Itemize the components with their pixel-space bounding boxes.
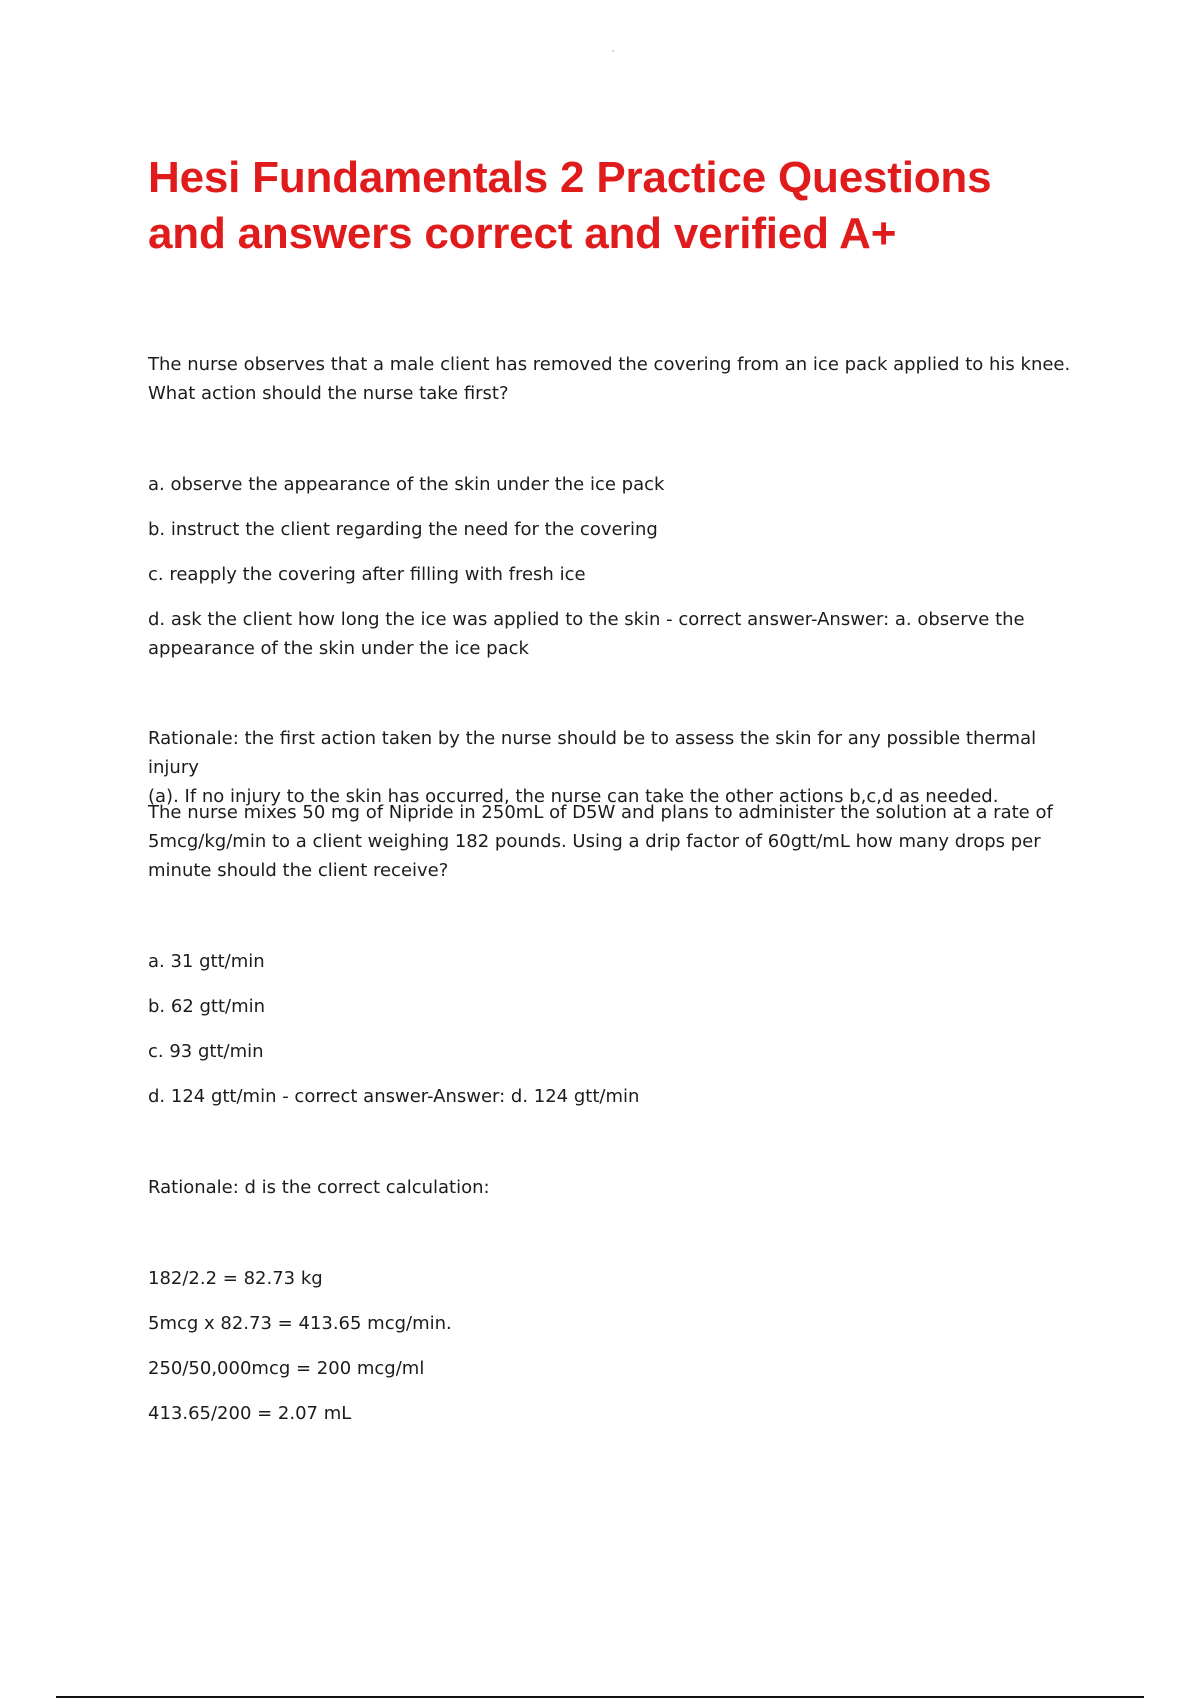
q1-stem-line-1: The nurse observes that a male client has removed the covering from an ice pack applied to his knee. xyxy=(148,354,1071,375)
q1-rationale-line-2: (a). If no injury to the skin has occurred, the nurse can take the other actions b,c,d as needed. xyxy=(148,786,999,807)
q2-option-a: a. 31 gtt/min xyxy=(148,951,265,972)
q1-option-d xyxy=(148,605,1088,663)
title-line-1: Hesi Fundamentals 2 Practice Questions xyxy=(148,153,992,202)
q1-stem-line-2: What action should the nurse take first? xyxy=(148,383,509,404)
title-line-2: and answers correct and verified A+ xyxy=(148,209,897,258)
q2-stem-line-2: 5mcg/kg/min to a client weighing 182 pounds. Using a drip factor of 60gtt/mL how many drops per xyxy=(148,831,1041,852)
q2-stem-line-1: The nurse mixes 50 mg of Nipride in 250mL of D5W and plans to administer the solution at a rate of xyxy=(148,802,1053,823)
q2-calc-step-1: 182/2.2 = 82.73 kg xyxy=(148,1268,323,1289)
q1-option-d-line-1: d. ask the client how long the ice was applied to the skin - correct answer-Answer: a. observe the xyxy=(148,609,1025,630)
q2-rationale: Rationale: d is the correct calculation: xyxy=(148,1177,490,1198)
q2-calc-step-4: 413.65/200 = 2.07 mL xyxy=(148,1403,352,1424)
q1-option-d-line-2: appearance of the skin under the ice pack xyxy=(148,638,529,659)
q2-stem-line-3: minute should the client receive? xyxy=(148,860,449,881)
q2-stem xyxy=(148,798,1088,885)
q2-calc-step-3: 250/50,000mcg = 200 mcg/ml xyxy=(148,1358,425,1379)
scan-speck xyxy=(612,50,614,52)
document-title xyxy=(148,150,1108,262)
q2-option-b: b. 62 gtt/min xyxy=(148,996,266,1017)
bottom-divider xyxy=(56,1696,1144,1698)
q1-option-b: b. instruct the client regarding the need for the covering xyxy=(148,519,658,540)
q2-option-d: d. 124 gtt/min - correct answer-Answer: d. 124 gtt/min xyxy=(148,1086,640,1107)
q1-stem xyxy=(148,350,1088,408)
q2-option-c: c. 93 gtt/min xyxy=(148,1041,264,1062)
q1-option-a: a. observe the appearance of the skin under the ice pack xyxy=(148,474,665,495)
q1-option-c: c. reapply the covering after filling with fresh ice xyxy=(148,564,586,585)
q1-rationale-line-1: Rationale: the first action taken by the nurse should be to assess the skin for any possible thermal injury xyxy=(148,728,1037,778)
q2-calc-step-2: 5mcg x 82.73 = 413.65 mcg/min. xyxy=(148,1313,452,1334)
